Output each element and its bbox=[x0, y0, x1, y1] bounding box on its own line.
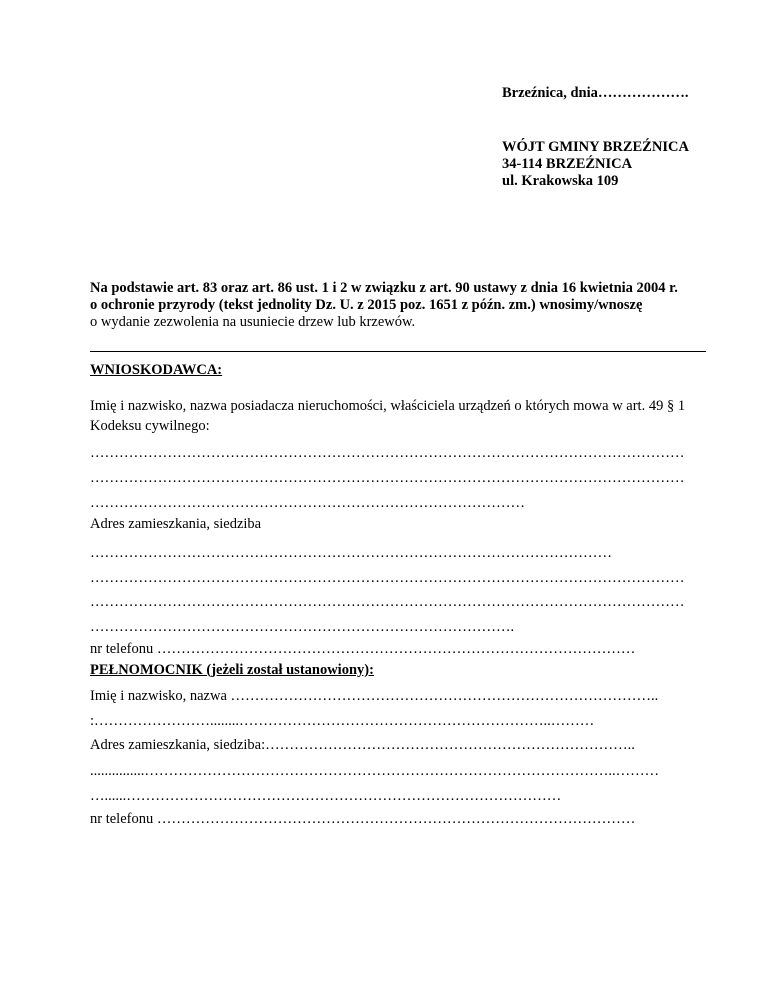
addressee-line-3: ul. Krakowska 109 bbox=[502, 173, 619, 189]
applicant-name-label-1: Imię i nazwisko, nazwa posiadacza nieruchomości, właściciela urządzeń o których mowa w art. 49 § 1 bbox=[90, 398, 686, 414]
applicant-name-field-1[interactable]: …………………………………………………………………………………………………………… bbox=[90, 445, 685, 461]
proxy-name-field[interactable]: Imię i nazwisko, nazwa …………………………………………………………………………….. bbox=[90, 688, 659, 704]
proxy-phone-field[interactable]: nr telefonu ……………………………………………………………………………………… bbox=[90, 811, 636, 827]
place-date: Brzeźnica, dnia………………. bbox=[502, 85, 689, 101]
applicant-name-label-2: Kodeksu cywilnego: bbox=[90, 418, 210, 434]
proxy-address-field[interactable]: Adres zamieszkania, siedziba:………………………………………………………………….. bbox=[90, 737, 635, 753]
intro-line-3: o wydanie zezwolenia na usuniecie drzew lub krzewów. bbox=[90, 314, 416, 330]
applicant-name-field-2[interactable]: …………………………………………………………………………………………………………… bbox=[90, 470, 685, 486]
proxy-address-field-2[interactable]: ...............……………………………………………………………………………………..……… bbox=[90, 763, 660, 779]
applicant-address-field-2[interactable]: …………………………………………………………………………………………………………… bbox=[90, 570, 685, 586]
applicant-heading: WNIOSKODAWCA: bbox=[90, 362, 223, 378]
applicant-address-field-3[interactable]: …………………………………………………………………………………………………………… bbox=[90, 594, 685, 610]
intro-line-2: o ochronie przyrody (tekst jednolity Dz. U. z 2015 poz. 1651 z późn. zm.) wnosimy/wnoszę bbox=[90, 297, 643, 313]
applicant-name-field-3[interactable]: ……………………………………………………………………………… bbox=[90, 495, 525, 511]
proxy-name-field-2[interactable]: :……………………........………………………………………………………..……… bbox=[90, 713, 595, 729]
addressee-line-2: 34-114 BRZEŹNICA bbox=[502, 156, 633, 172]
section-divider bbox=[90, 351, 706, 352]
applicant-phone-field[interactable]: nr telefonu ……………………………………………………………………………………… bbox=[90, 641, 636, 657]
applicant-address-field-4[interactable]: ……………………………………………………………………………. bbox=[90, 619, 515, 635]
intro-line-1: Na podstawie art. 83 oraz art. 86 ust. 1 i 2 w związku z art. 90 ustawy z dnia 16 kwietnia 2004 r. bbox=[90, 280, 678, 296]
proxy-heading: PEŁNOMOCNIK (jeżeli został ustanowiony): bbox=[90, 662, 374, 678]
applicant-address-field-1[interactable]: ……………………………………………………………………………………………… bbox=[90, 545, 612, 561]
applicant-address-label: Adres zamieszkania, siedziba bbox=[90, 516, 262, 532]
addressee-line-1: WÓJT GMINY BRZEŹNICA bbox=[502, 139, 689, 155]
proxy-address-field-3[interactable]: …......……………………………………………………………………………… bbox=[90, 788, 562, 804]
